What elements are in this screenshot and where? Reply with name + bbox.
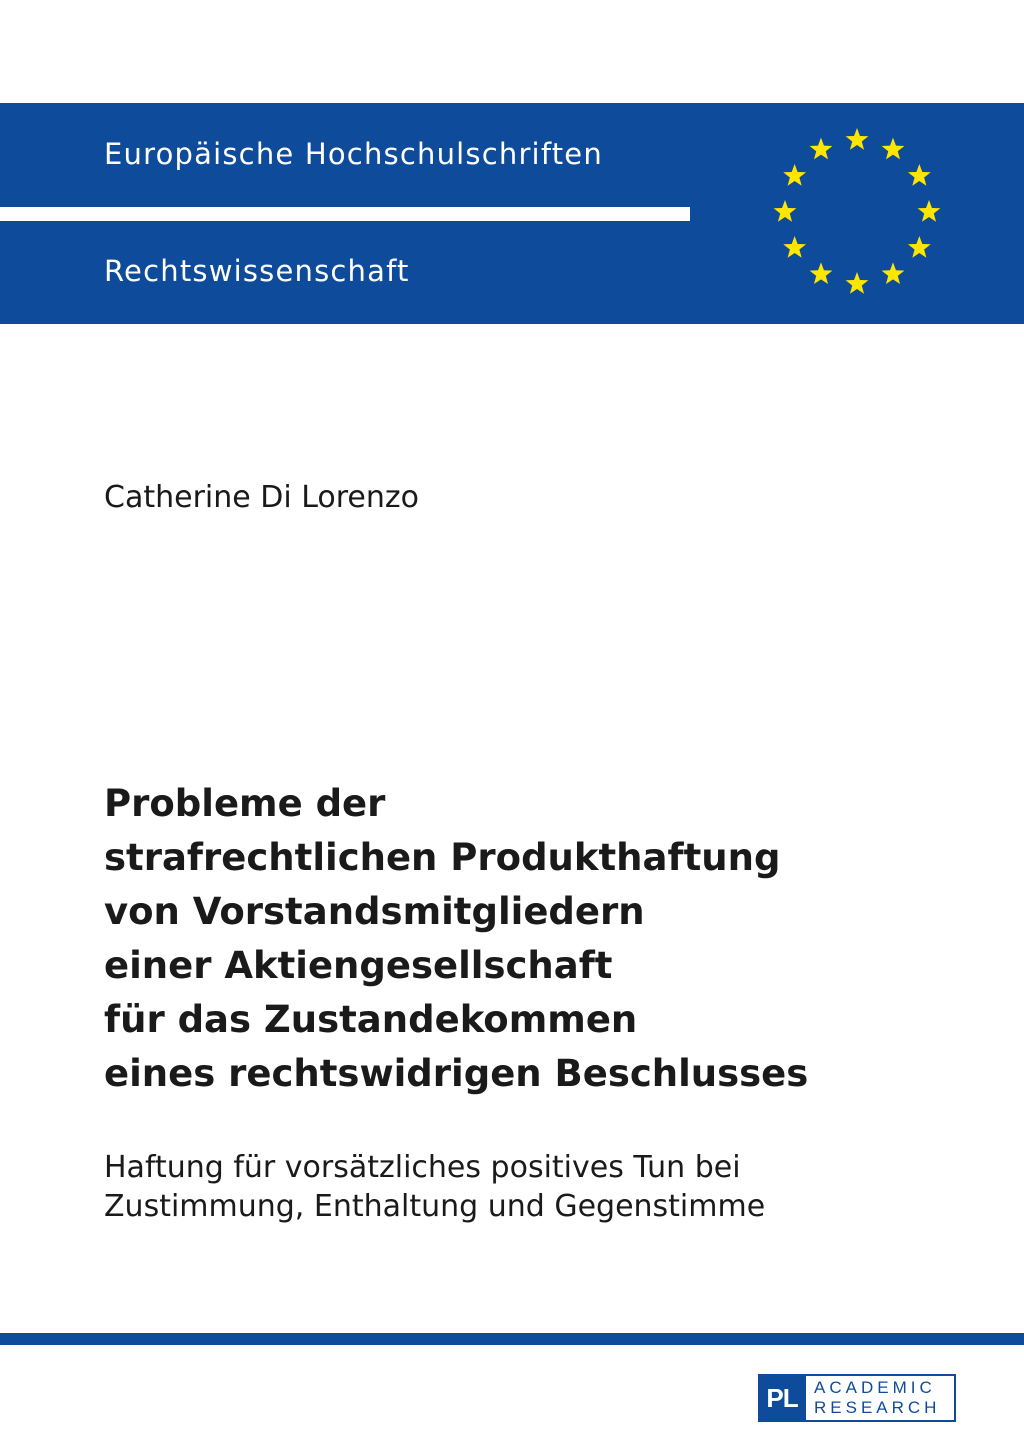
star-icon <box>810 262 833 284</box>
bottom-rule <box>0 1333 1024 1345</box>
star-icon <box>774 200 797 222</box>
star-icon <box>846 128 869 150</box>
star-icon <box>908 164 931 186</box>
star-icon <box>810 138 833 160</box>
band-divider <box>0 207 690 221</box>
title-line: eines rechtswidrigen Beschlusses <box>104 1052 809 1095</box>
title-line: von Vorstandsmitgliedern <box>104 890 645 933</box>
publisher-logo-line: RESEARCH <box>814 1398 941 1417</box>
title-line: strafrechtlichen Produkthaftung <box>104 836 781 879</box>
book-subtitle <box>104 1148 984 1226</box>
publisher-logo-text <box>806 1374 956 1422</box>
subtitle-line: Haftung für vorsätzliches positives Tun bei <box>104 1150 741 1185</box>
star-icon <box>882 138 905 160</box>
book-title <box>104 777 984 1101</box>
star-icon <box>908 236 931 258</box>
star-icon <box>783 236 806 258</box>
eu-stars-circle-icon <box>760 118 960 308</box>
series-subject: Rechtswissenschaft <box>104 254 410 288</box>
star-icon <box>918 200 941 222</box>
title-line: für das Zustandekommen <box>104 998 638 1041</box>
star-icon <box>846 272 869 294</box>
publisher-logo <box>758 1374 956 1422</box>
title-line: Probleme der <box>104 782 386 825</box>
publisher-logo-line: ACADEMIC <box>814 1378 936 1397</box>
subtitle-line: Zustimmung, Enthaltung und Gegenstimme <box>104 1189 766 1224</box>
author-name: Catherine Di Lorenzo <box>104 480 419 515</box>
publisher-logo-mark: PL <box>758 1374 806 1422</box>
series-title: Europäische Hochschulschriften <box>104 137 603 171</box>
star-icon <box>783 164 806 186</box>
title-line: einer Aktiengesellschaft <box>104 944 613 987</box>
star-icon <box>882 262 905 284</box>
